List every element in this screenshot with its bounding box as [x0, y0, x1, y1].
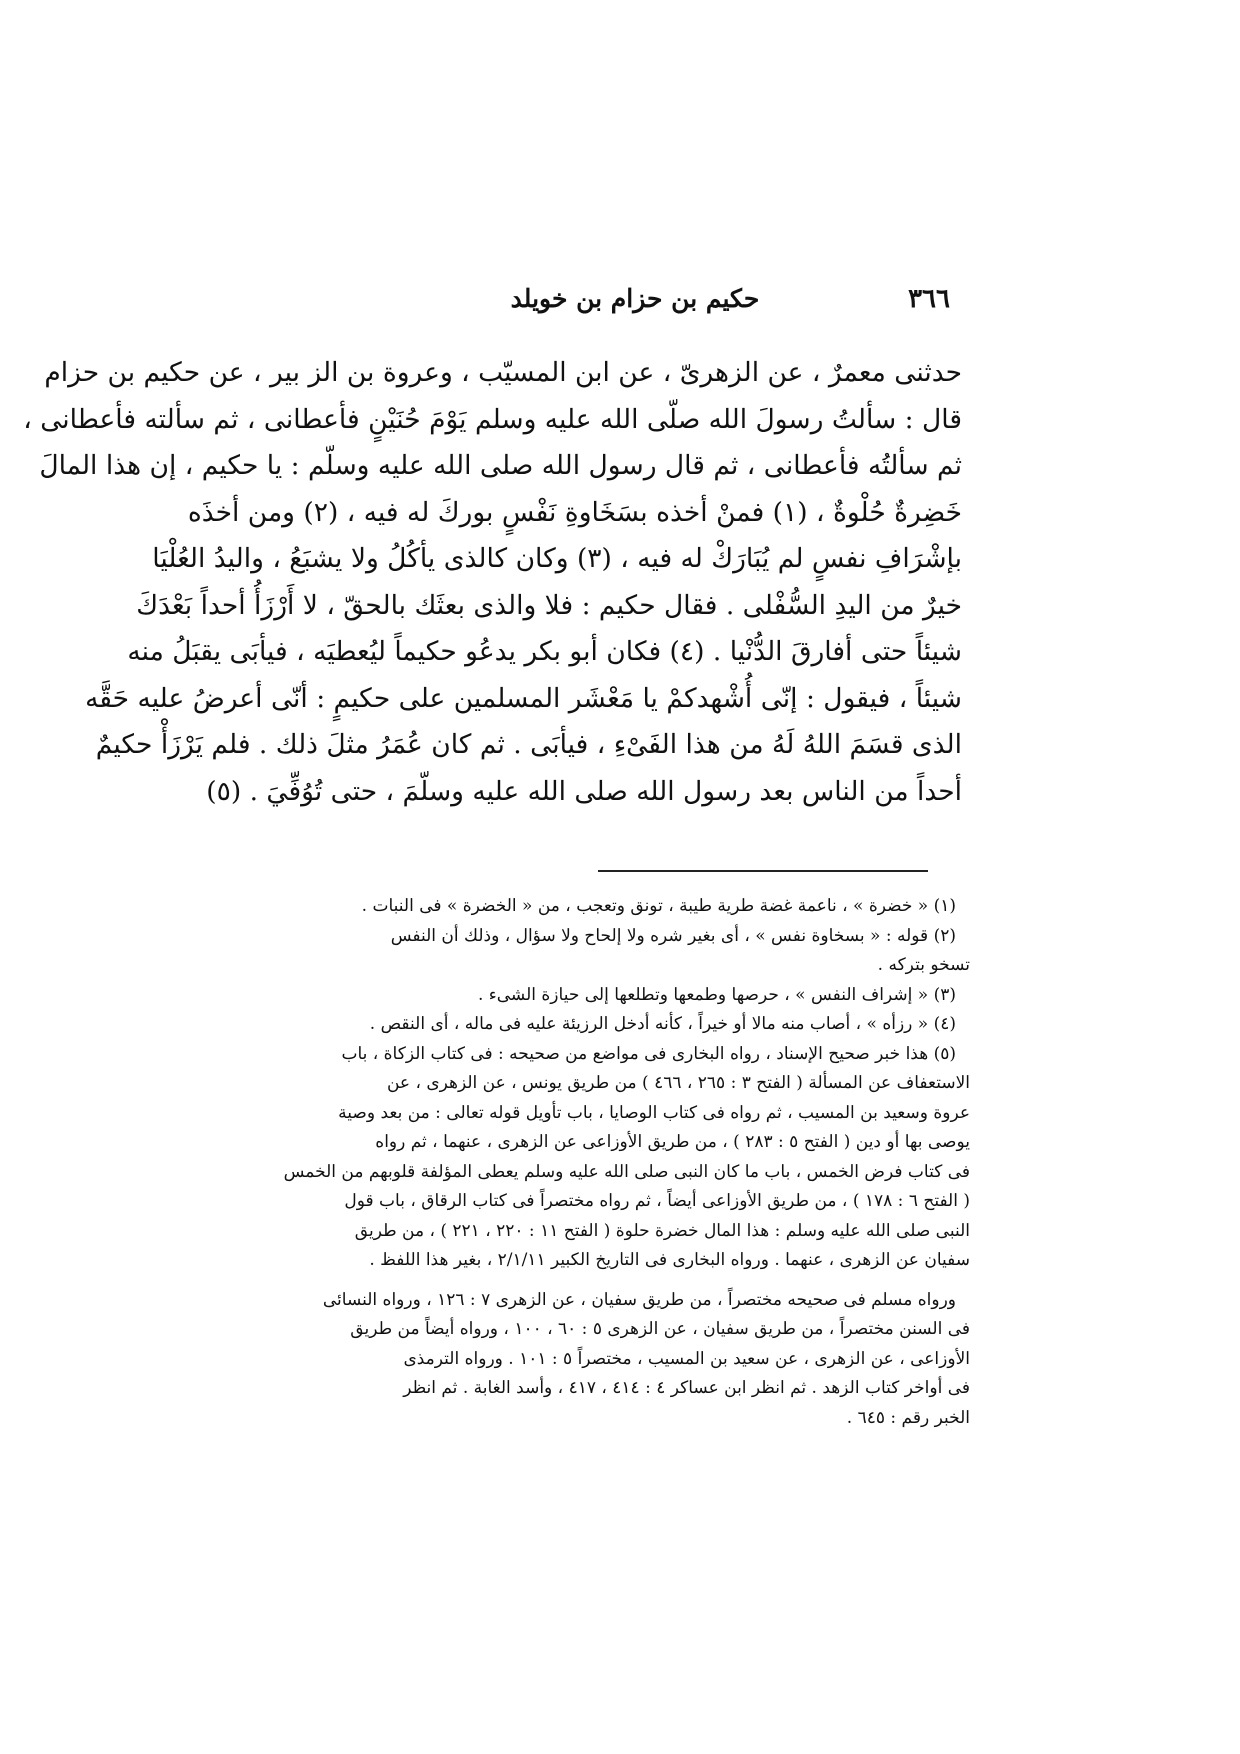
footnote-line: سفيان عن الزهرى ، عنهما . ورواه البخارى فى التاريخ الكبير ٢/١/١١ ، بغير هذا اللفظ . — [369, 1250, 970, 1270]
footnote-line: فى كتاب فرض الخمس ، باب ما كان النبى صلى الله عليه وسلم يعطى المؤلفة قلوبهم من الخمس — [283, 1161, 970, 1182]
main-text-line: أحداً من الناس بعد رسول الله صلى الله عليه وسلّمَ ، حتى تُوُفِّيَ . (٥) — [206, 775, 962, 807]
footnote-continuation-line: الخبر رقم : ٦٤٥ . — [846, 1407, 970, 1428]
footnote-continuation-line: ورواه مسلم فى صحيحه مختصراً ، من طريق سفيان ، عن الزهرى ٧ : ١٢٦ ، ورواه النسائى — [322, 1289, 956, 1310]
footnote-line: (٤) « رزأه » ، أصاب منه مالا أو خيراً ، كأنه أدخل الرزيئة عليه فى ماله ، أى النقص . — [369, 1014, 956, 1034]
main-text-line: الذى قسَمَ اللهُ لَهُ من هذا الفَىْءِ ، فيأبَى . ثم كان عُمَرُ مثلَ ذلك . فلم يَرْزَأْ حكيمٌ — [95, 729, 962, 760]
footnote-line: عروة وسعيد بن المسيب ، ثم رواه فى كتاب الوصايا ، باب تأويل قوله تعالى : من بعد وصية — [338, 1102, 970, 1123]
running-head — [320, 284, 950, 324]
main-text-line: بإشْرَافِ نفسٍ لم يُبَارَكْ له فيه ، (٣) وكان كالذى يأكُلُ ولا يشبَعُ ، واليدُ العُلْيَا — [152, 543, 962, 574]
footnote-line: تسخو بتركه . — [877, 955, 970, 975]
main-text-line: ثم سألتُه فأعطانى ، ثم قال رسول الله صلى الله عليه وسلّم : يا حكيم ، إن هذا المالَ — [39, 450, 962, 481]
main-text-line: شيئاً حتى أفارقَ الدُّنْيا . (٤) فكان أبو بكر يدعُو حكيماً ليُعطيَه ، فيأبَى يقبَلُ منه — [127, 636, 962, 667]
footnote-separator-rule — [598, 870, 928, 872]
paragraph-gap — [300, 1276, 970, 1286]
main-text-block — [23, 350, 962, 815]
footnote-continuation-line: الأوزاعى ، عن الزهرى ، عن سعيد بن المسيب ، مختصراً ٥ : ١٠١ . ورواه الترمذى — [403, 1348, 970, 1369]
footnote-line: ( الفتح ٦ : ١٧٨ ) ، من طريق الأوزاعى أيضاً ، ثم رواه مختصراً فى كتاب الرقاق ، باب قول — [344, 1191, 970, 1211]
footnote-line: (٣) « إشراف النفس » ، حرصها وطمعها وتطلعها إلى حيازة الشىء . — [477, 984, 956, 1005]
main-text-line: خَضِرةٌ حُلْوةٌ ، (١) فمنْ أخذه بسَخَاوةِ نَفْسٍ بوركَ له فيه ، (٢) ومن أخذَه — [187, 496, 962, 528]
main-text-line: حدثنى معمرٌ ، عن الزهرىّ ، عن ابن المسيّب ، وعروة بن الز بير ، عن حكيم بن حزام — [44, 357, 962, 388]
main-text-line: شيئاً ، فيقول : إنّى أُشْهدكمْ يا مَعْشَر المسلمين على حكيمٍ : أنّى أعرضُ عليه حَقَّه — [85, 682, 962, 714]
footnote-line: (٥) هذا خبر صحيح الإسناد ، رواه البخارى فى مواضع من صحيحه : فى كتاب الزكاة ، باب — [341, 1043, 956, 1064]
running-head-title: حكيم بن حزام بن خويلد — [510, 284, 760, 313]
footnote-line: (٢) قوله : « بسخاوة نفس » ، أى بغير شره ولا إلحاح ولا سؤال ، وذلك أن النفس — [390, 925, 956, 946]
page-number: ٣٦٦ — [908, 284, 950, 314]
footnote-line: يوصى بها أو دين ( الفتح ٥ : ٢٨٣ ) ، من طريق الأوزاعى عن الزهرى ، عنهما ، ثم رواه — [375, 1132, 970, 1152]
main-text-line: خيرٌ من اليدِ السُّفْلى . فقال حكيم : فلا والذى بعثَك بالحقّ ، لا أَرْزَأُ أحداً بَعْدَكَ — [136, 589, 962, 621]
footnote-continuation-line: فى السنن مختصراً ، من طريق سفيان ، عن الزهرى ٥ : ٦٠ ، ١٠٠ ، ورواه أيضاً من طريق — [350, 1319, 970, 1339]
footnote-line: (١) « خضرة » ، ناعمة غضة طرية طيبة ، تونق وتعجب ، من « الخضرة » فى النبات . — [361, 896, 956, 916]
footnote-line: الاستعفاف عن المسألة ( الفتح ٣ : ٢٦٥ ، ٤٦٦ ) من طريق يونس ، عن الزهرى ، عن — [386, 1073, 970, 1093]
main-text-line: قال : سألتُ رسولَ الله صلّى الله عليه وسلم يَوْمَ حُنَيْنٍ فأعطانى ، ثم سألته فأعطانى ، — [23, 403, 962, 435]
footnotes-block — [283, 892, 970, 1433]
footnote-continuation-line: فى أواخر كتاب الزهد . ثم انظر ابن عساكر ٤ : ٤١٤ ، ٤١٧ ، وأسد الغابة . ثم انظر — [403, 1378, 970, 1398]
footnote-line: النبى صلى الله عليه وسلم : هذا المال خضرة حلوة ( الفتح ١١ : ٢٢٠ ، ٢٢١ ) ، من طريق — [354, 1220, 970, 1241]
